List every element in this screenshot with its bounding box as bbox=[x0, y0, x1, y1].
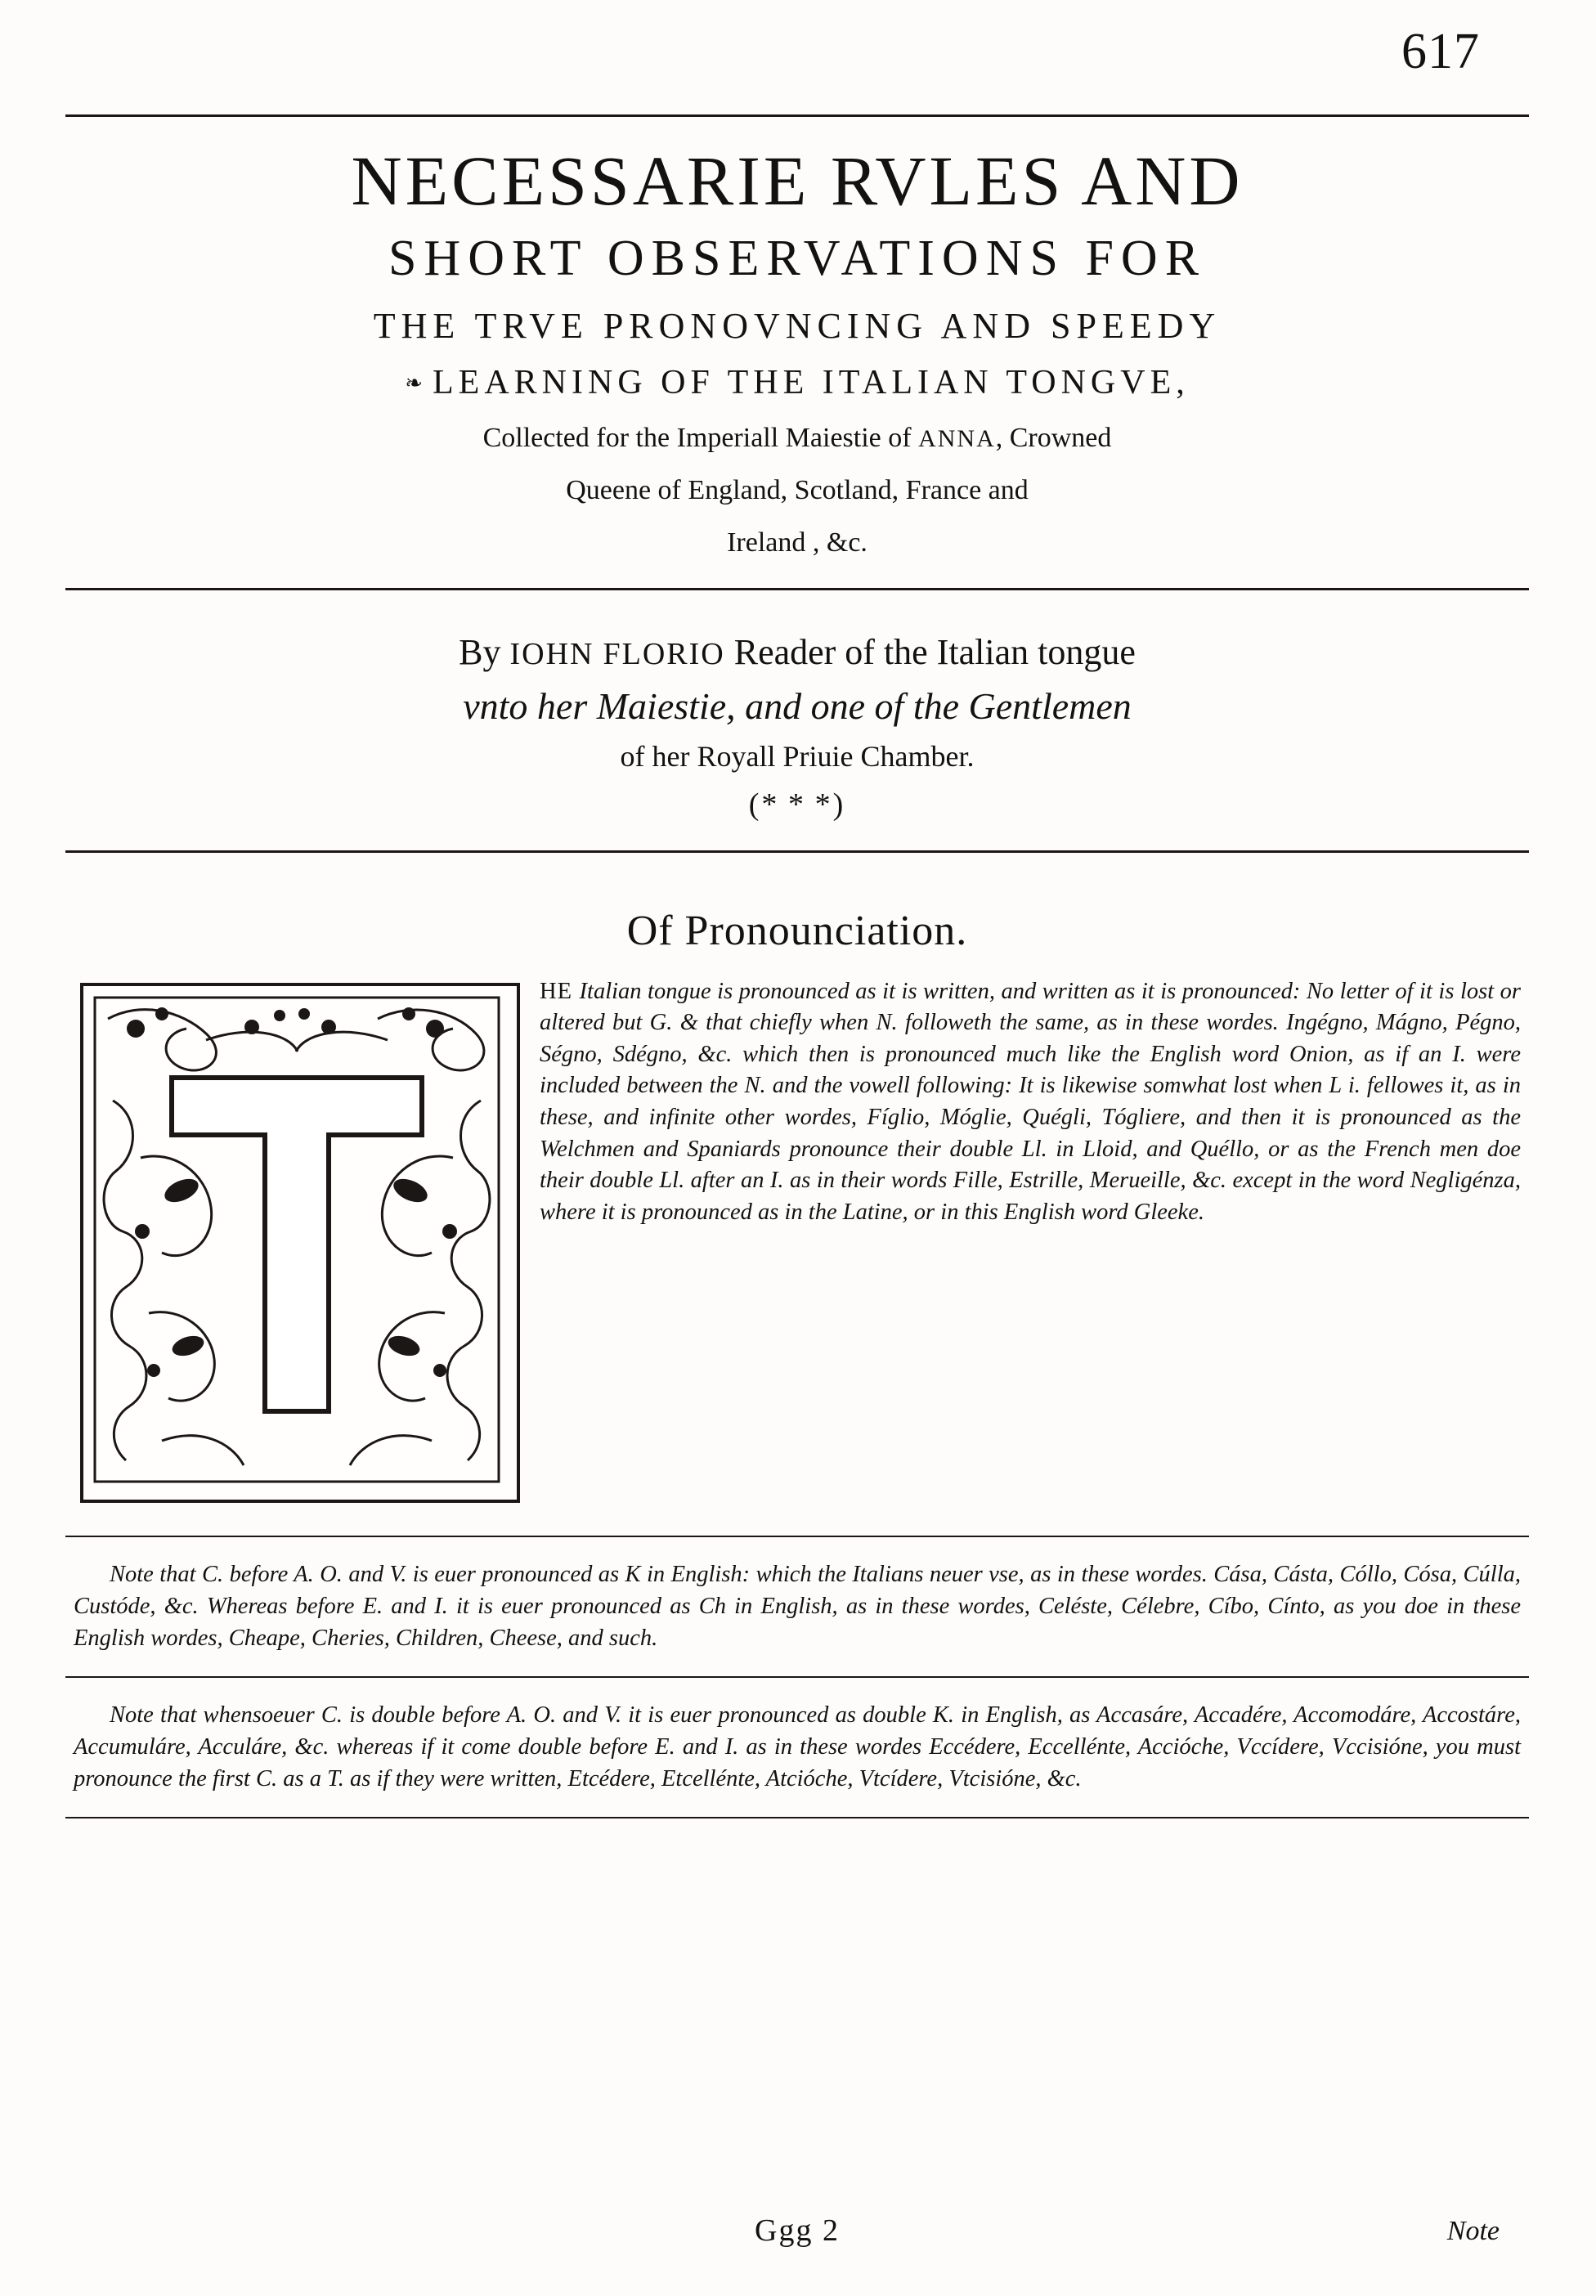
rule-bottom bbox=[65, 1817, 1529, 1818]
subtitle-dedicatee: ANNA bbox=[918, 424, 996, 452]
folio-row bbox=[65, 0, 1529, 114]
title-subtitle-1 bbox=[65, 419, 1529, 458]
asterisk-ornament-icon: (* * *) bbox=[748, 787, 846, 822]
author-space bbox=[594, 632, 603, 672]
title-line-3: THE TRVE PRONOVNCING AND SPEEDY bbox=[373, 305, 1222, 346]
title-block bbox=[65, 117, 1529, 588]
page-content bbox=[65, 0, 1529, 1818]
author-prefix: By bbox=[459, 631, 510, 672]
page-number: 617 bbox=[1401, 24, 1480, 79]
subtitle-part-b: , Crowned bbox=[995, 422, 1112, 453]
body-paragraph-text: Italian tongue is pronounced as it is written, and written as it is pronounced: No letter of it is lost or altered but G. & that chiefly when N. followeth the same, as in these wordes. Ingégno, Mágno, Pégno, Ségno, Sdégno, &c. which then is pronounced much like the English word Onion, as if an I. were included between the N. and the vowell following: It is likewise somwhat lost when L i. fellowes it, as in these, and infinite other wordes, Fíglio, Móglie, Quégli, Tógliere, and then it is pronounced as the Welchmen and Spaniards pronounce their double Ll. in Lloid, and Quéllo, or as the French men doe their double Ll. after an I. as in their words Fille, Estrille, Merueille, &c. except in the word Negligénza, where it is pronounced as in the Latine, or in this English word Gleeke. bbox=[540, 978, 1521, 1225]
spacer-1 bbox=[65, 1500, 1529, 1536]
title-line-1: NECESSARIE RVLES AND bbox=[351, 141, 1244, 220]
title-line-4-text: LEARNING OF THE ITALIAN TONGVE, bbox=[433, 364, 1190, 402]
author-line-1 bbox=[65, 628, 1529, 676]
author-first-name: IOHN bbox=[509, 636, 594, 671]
section-heading: Of Pronounciation. bbox=[626, 907, 968, 954]
body-initial-small-caps: HE bbox=[540, 978, 580, 1004]
author-line-2: vnto her Maiestie, and one of the Gentlemen bbox=[463, 684, 1132, 727]
subtitle-part-a: Collected for the Imperiall Maiestie of bbox=[482, 422, 919, 453]
ornamental-initial-T bbox=[80, 983, 520, 1503]
note-c-before-vowels bbox=[74, 1537, 1521, 1676]
body-row bbox=[65, 976, 1529, 1500]
title-line-2: SHORT OBSERVATIONS FOR bbox=[388, 231, 1207, 287]
page-footer bbox=[65, 2213, 1529, 2270]
note-1-text: Note that C. before A. O. and V. is euer pronounced as K in English: which the Italians neuer vse, as in these wordes. Cása, Cásta, Cóllo, Cósa, Cúlla, Custóde, &c. Whereas before E. and I. it is euer pronounced as Ch in English, as in these wordes, Celéste, Célebre, Cíbo, Cínto, as you doe in these English wordes, Cheape, Cheries, Children, Cheese, and such. bbox=[74, 1561, 1521, 1652]
title-subtitle-2: Queene of England, Scotland, France and bbox=[566, 474, 1029, 505]
catchword: Note bbox=[1446, 2216, 1500, 2246]
note-2-text: Note that whensoeuer C. is double before A. O. and V. it is euer pronounced as double K. in English, as Accasáre, Accadére, Accomodáre, Accostáre, Accumuláre, Acculáre, &c. whereas if it come double before E. and I. as in these wordes Eccédere, Eccellénte, Accióche, Vccídere, Vccisióne, you must pronounce the first C. as a T. as if they were written, Etcédere, Etcellénte, Atcióche, Vtcídere, Vtcisióne, &c. bbox=[74, 1702, 1521, 1792]
title-subtitle-3: Ireland , &c. bbox=[727, 527, 867, 558]
author-line-3: of her Royall Priuie Chamber. bbox=[620, 740, 975, 773]
author-last-name: FLORIO bbox=[603, 636, 725, 671]
leaf-ornament-icon: ❧ bbox=[405, 371, 428, 396]
ornamental-initial-svg bbox=[83, 986, 510, 1493]
title-line-4 bbox=[65, 361, 1529, 406]
note-double-c bbox=[74, 1678, 1521, 1817]
signature-mark: Ggg 2 bbox=[755, 2213, 840, 2248]
body-paragraph bbox=[540, 976, 1521, 1229]
author-block bbox=[65, 590, 1529, 850]
author-suffix: Reader of the Italian tongue bbox=[724, 631, 1136, 672]
